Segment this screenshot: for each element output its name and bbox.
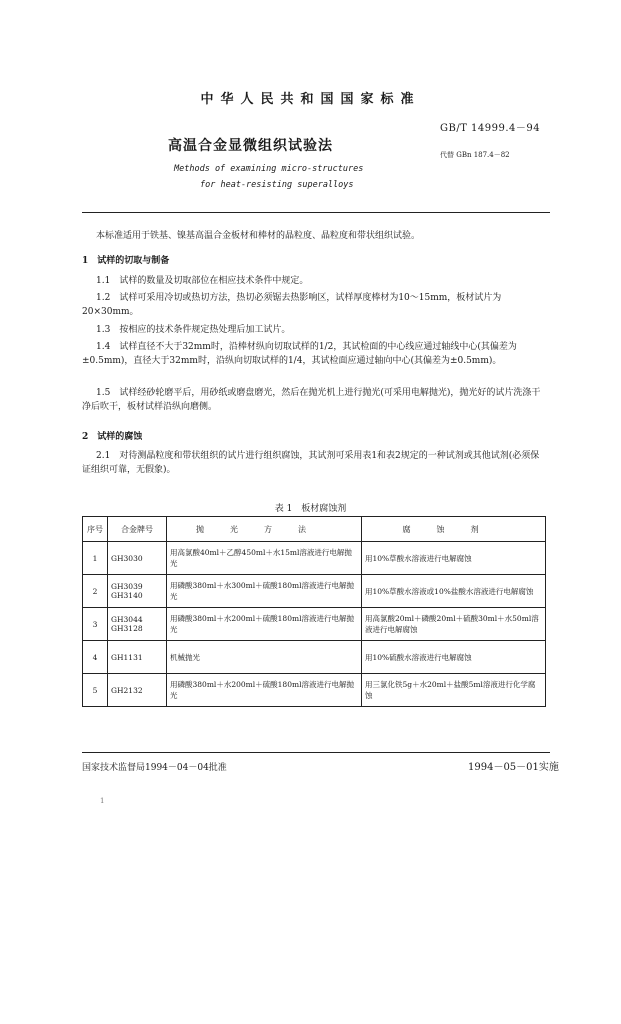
- alloy-code: GH3140: [111, 591, 143, 600]
- table-row: [83, 674, 546, 707]
- alloy-code: GH3128: [111, 624, 143, 633]
- row-alloy: [108, 608, 167, 641]
- english-title-line2: for heat-resisting superalloys: [200, 180, 354, 190]
- row-method: 机械抛光: [167, 641, 362, 674]
- row-alloy: [108, 542, 167, 575]
- row-no: 3: [83, 608, 108, 641]
- row-etchant: 用10%硫酸水溶液进行电解腐蚀: [362, 641, 546, 674]
- row-no: 4: [83, 641, 108, 674]
- row-method: 用磷酸380ml＋水300ml＋硫酸180ml溶液进行电解抛光: [167, 575, 362, 608]
- item-1-4: 1.4 试样直径不大于32mm时，沿棒材纵向切取试样的1/2，其试检面的中心线应通过轴线中心(其偏差为±0.5mm)，直径大于32mm时，沿纵向切取试样的1/4，其试检面应通过轴向中心(其偏差为±0.5mm)。: [82, 342, 517, 366]
- alloy-code: GH1131: [111, 652, 143, 662]
- item-1-5: 1.5 试样经砂轮磨平后，用砂纸或磨盘磨光，然后在抛光机上进行抛光(可采用电解抛光)，抛光好的试片洗涤干净后吹干，板材试样沿纵向磨侧。: [82, 388, 541, 412]
- item-1-3: 1.3 按相应的技术条件规定热处理后加工试片。: [96, 325, 291, 335]
- item-1-1: 1.1 试样的数量及切取部位在相应技术条件中规定。: [96, 276, 309, 286]
- document-title: 高温合金显微组织试验法: [168, 138, 333, 154]
- row-alloy: [108, 575, 167, 608]
- alloy-code: GH3039: [111, 582, 143, 591]
- table-row: [83, 608, 546, 641]
- alloy-code: GH2132: [111, 685, 143, 695]
- header-etchant: 腐蚀剂: [362, 517, 546, 542]
- row-no: 1: [83, 542, 108, 575]
- header-method: 抛光方法: [167, 517, 362, 542]
- page-mark: 1: [100, 797, 105, 805]
- row-no: 2: [83, 575, 108, 608]
- row-no: 5: [83, 674, 108, 707]
- footer-divider: [82, 752, 550, 753]
- english-title-line1: Methods of examining micro-structures: [174, 164, 364, 174]
- intro-paragraph: 本标准适用于铁基、镍基高温合金板材和棒材的晶粒度、晶粒度和带状组织试验。: [96, 231, 421, 241]
- row-method: 用磷酸380ml＋水200ml＋硫酸180ml溶液进行电解抛光: [167, 674, 362, 707]
- table-row: [83, 575, 546, 608]
- alloy-code: GH3030: [111, 553, 143, 563]
- implementation-date: 1994－05－01实施: [468, 762, 559, 773]
- row-etchant: 用10%草酸水溶液或10%盐酸水溶液进行电解腐蚀: [362, 575, 546, 608]
- standard-number: GB/T 14999.4－94: [440, 123, 541, 134]
- row-method: 用高氯酸40ml＋乙醇450ml＋水15ml溶液进行电解抛光: [167, 542, 362, 575]
- item-1-2: 1.2 试样可采用冷切或热切方法，热切必须锯去热影响区，试样厚度棒材为10～15mm，板材试片为20×30mm。: [82, 293, 502, 317]
- etchant-table: [82, 516, 546, 707]
- row-etchant: 用三氯化铁5g＋水20ml＋盐酸5ml溶液进行化学腐蚀: [362, 674, 546, 707]
- item-2-1: 2.1 对待测晶粒度和带状组织的试片进行组织腐蚀，其试剂可采用表1和表2规定的一种试剂或其他试剂(必须保证组织可靠，无假象)。: [82, 451, 540, 475]
- table-row: [83, 641, 546, 674]
- row-alloy: [108, 641, 167, 674]
- alloy-code: GH3044: [111, 615, 143, 624]
- header-alloy: 合金牌号: [108, 517, 167, 542]
- approval-date: 国家技术监督局1994－04－04批准: [82, 763, 227, 773]
- table-caption: 表 1 板材腐蚀剂: [274, 504, 347, 514]
- header-divider: [82, 212, 550, 213]
- section1-heading: 1 试样的切取与制备: [82, 256, 170, 266]
- section2-heading: 2 试样的腐蚀: [82, 432, 143, 442]
- table-header-row: [83, 517, 546, 542]
- row-alloy: [108, 674, 167, 707]
- replaces-note: 代替 GBn 187.4－82: [440, 151, 510, 159]
- header-no: 序号: [83, 517, 108, 542]
- row-etchant: 用高氯酸20ml＋磷酸20ml＋硫酸30ml＋水50ml溶液进行电解腐蚀: [362, 608, 546, 641]
- table-row: [83, 542, 546, 575]
- row-etchant: 用10%草酸水溶液进行电解腐蚀: [362, 542, 546, 575]
- national-standard-title: 中华人民共和国国家标准: [200, 92, 421, 107]
- row-method: 用磷酸380ml＋水200ml＋硫酸180ml溶液进行电解抛光: [167, 608, 362, 641]
